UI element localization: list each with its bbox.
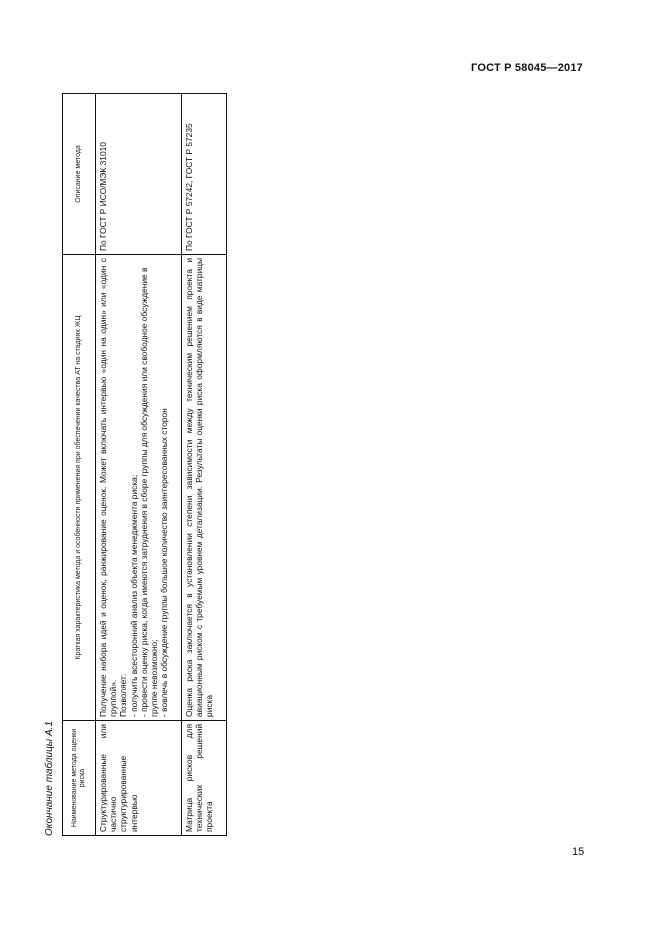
page-number: 15: [572, 846, 585, 858]
method-reference-cell: По ГОСТ Р ИСО/МЭК 31010: [96, 94, 182, 255]
standard-code-header: ГОСТ Р 58045—2017: [471, 62, 583, 74]
characteristics-item: - получить всесторонний анализ объекта менеджмента риска;: [128, 474, 139, 717]
table-row: [182, 94, 227, 836]
rotated-table-container: [62, 94, 223, 836]
characteristics-item: - провести оценку риска, когда имеются затруднения в сборе группы для обсуждения или свободное обсуждение в группе невозможно;: [138, 267, 160, 717]
table-row: [96, 94, 182, 836]
column-header-characteristics: Краткая характеристика метода и особенности применения при обеспечении качества АТ на стадиях ЖЦ: [63, 255, 96, 721]
column-header-description: Описание метода: [63, 94, 96, 255]
method-reference-cell: По ГОСТ Р 57242, ГОСТ Р 57235: [182, 94, 227, 255]
method-name-cell: Структурированные или частично структурированные интервью: [96, 721, 182, 836]
table-continuation-caption: Окончание таблицы А.1: [44, 721, 55, 836]
table-header-row: [63, 94, 96, 836]
method-characteristics-cell: Оценка риска заключается в установлении степени зависимости между техническим решением проекта и авиационным риском с требуемым уровнем детализации. Результаты оценки риска оформляются в виде матрицы риска: [182, 255, 227, 721]
risk-methods-table: [62, 93, 227, 836]
characteristics-allows: Позволяет:: [118, 673, 129, 717]
method-characteristics-cell: [96, 255, 182, 721]
method-name-cell: Матрица рисков для технических решений проекта: [182, 721, 227, 836]
characteristics-intro: Получение набора идей и оценок, ранжирование оценок. Может включать интервью «один на один» или «один с группой».: [98, 258, 119, 717]
characteristics-item: - вовлечь в обсуждение группы большое количество заинтересованных сторон: [159, 408, 170, 717]
column-header-method-name: Наименование метода оценки риска: [63, 721, 96, 836]
